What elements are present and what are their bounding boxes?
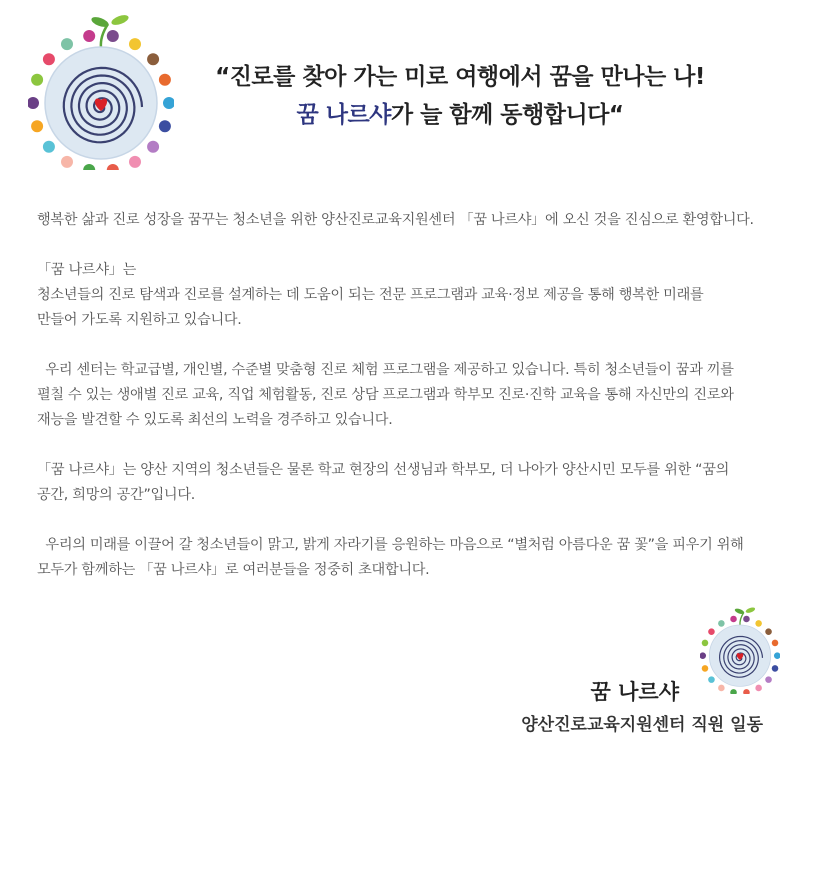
paragraph-5-line-1: 우리의 미래를 이끌어 갈 청소년들이 맑고, 밝게 자라기를 응원하는 마음으로 “별처럼 아름다운 꿈 꽃”을 피우기 위해 [37, 537, 744, 553]
paragraph-2-line-3: 만들어 가도록 지원하고 있습니다. [37, 312, 242, 328]
paragraph-2-line-1: 「꿈 나르샤」는 [37, 262, 137, 278]
paragraph-5-line-2: 모두가 함께하는 「꿈 나르샤」로 여러분들을 정중히 초대합니다. [37, 562, 430, 578]
headline-line-2-rest: 가 늘 함께 동행합니다“ [390, 102, 624, 128]
headline-line-2 [180, 96, 740, 134]
headline-brand: 꿈 나르샤 [296, 102, 391, 128]
kkum-narsha-logo [28, 8, 174, 170]
paragraph-3-line-1: 우리 센터는 학교급별, 개인별, 수준별 맞춤형 진로 체험 프로그램을 제공하고 있습니다. 특히 청소년들이 꿈과 끼를 [37, 362, 734, 378]
signature-organization: 양산진로교육지원센터 직원 일동 [521, 715, 763, 735]
paragraph-welcome: 행복한 삶과 진로 성장을 꿈꾸는 청소년을 위한 양산진로교육지원센터 「꿈 나르샤」에 오신 것을 진심으로 환영합니다. [37, 212, 754, 228]
signature-name: 꿈 나르샤 [590, 680, 679, 704]
paragraph-4-line-2: 공간, 희망의 공간”입니다. [37, 487, 195, 503]
kkum-narsha-logo-small [700, 602, 780, 694]
headline-line-1: “진로를 찾아 가는 미로 여행에서 꿈을 만나는 나! [215, 64, 705, 90]
paragraph-2-line-2: 청소년들의 진로 탐색과 진로를 설계하는 데 도움이 되는 전문 프로그램과 교육·정보 제공을 통해 행복한 미래를 [37, 287, 704, 303]
greeting-body [37, 208, 782, 583]
paragraph-3-line-3: 재능을 발견할 수 있도록 최선의 노력을 경주하고 있습니다. [37, 412, 393, 428]
paragraph-3-line-2: 펼칠 수 있는 생애별 진로 교육, 직업 체험활동, 진로 상담 프로그램과 학부모 진로·진학 교육을 통해 자신만의 진로와 [37, 387, 734, 403]
paragraph-4-line-1: 「꿈 나르샤」는 양산 지역의 청소년들은 물론 학교 현장의 선생님과 학부모, 더 나아가 양산시민 모두를 위한 “꿈의 [37, 462, 730, 478]
headline [180, 58, 740, 134]
